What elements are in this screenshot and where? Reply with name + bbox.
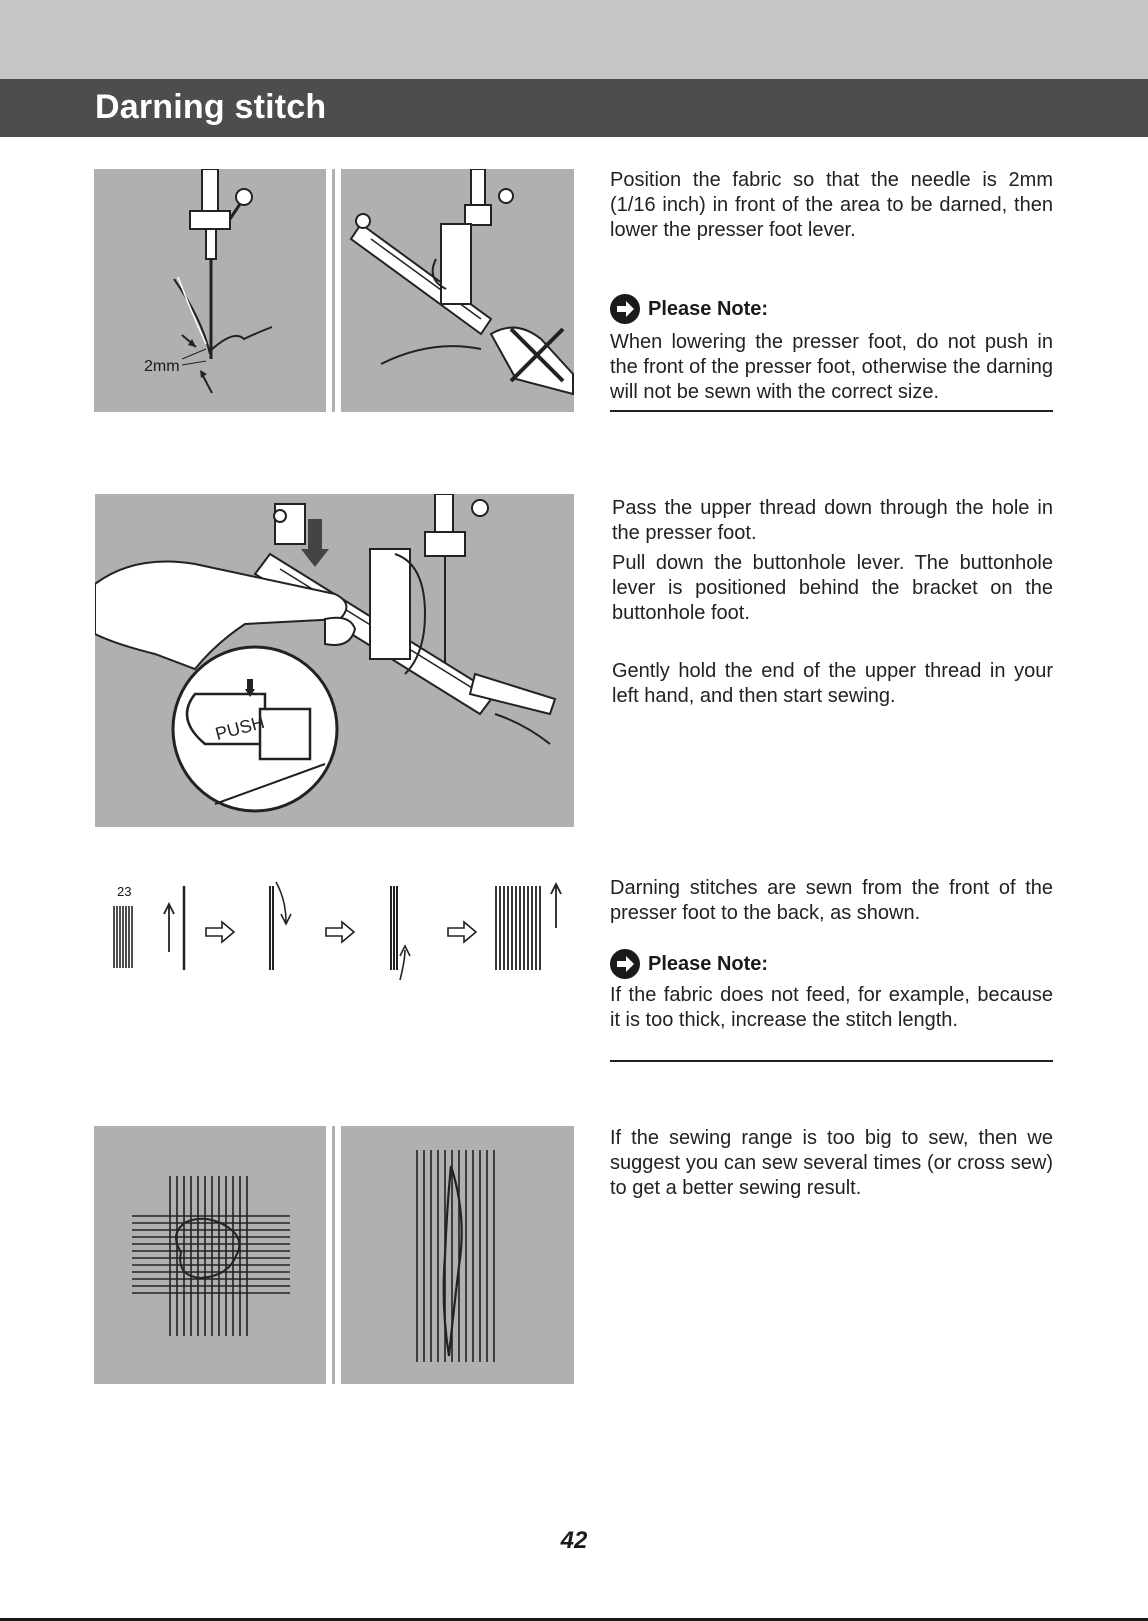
- panel-divider: [332, 1126, 335, 1384]
- section2-paragraph-2: Pull down the buttonhole lever. The buttonhole lever is positioned behind the bracket on the buttonhole foot.: [612, 552, 1053, 624]
- push-label: PUSH: [213, 711, 267, 745]
- multiple-pass-illustration: [341, 1126, 574, 1384]
- cross-sew-illustration: [94, 1126, 326, 1384]
- page-number: 42: [560, 1527, 588, 1554]
- panel-divider: [332, 169, 335, 412]
- section2-paragraph-1: Pass the upper thread down through the hole in the presser foot.: [612, 497, 1053, 544]
- stitch-number: 23: [117, 884, 132, 899]
- buttonhole-lever-illustration: [95, 494, 574, 827]
- presser-foot-lowering-illustration: [341, 169, 574, 412]
- title-bar: [0, 79, 1148, 137]
- section3-note-text: If the fabric does not feed, for example, because it is too thick, increase the stitch length.: [610, 984, 1053, 1031]
- darning-sequence-diagram: [100, 870, 580, 985]
- arrow-right-circle-icon: [610, 949, 640, 979]
- section2-paragraph-3: Gently hold the end of the upper thread in your left hand, and then start sewing.: [612, 660, 1053, 707]
- arrow-right-circle-icon: [610, 294, 640, 324]
- label-2mm: 2mm: [144, 358, 180, 375]
- section1-paragraph: Position the fabric so that the needle is 2mm (1/16 inch) in front of the area to be darned, then lower the presser foot lever.: [610, 169, 1053, 241]
- note-underline: [610, 410, 1053, 412]
- please-note-label: Please Note:: [648, 952, 769, 975]
- section3-paragraph: Darning stitches are sewn from the front of the presser foot to the back, as shown.: [610, 877, 1053, 924]
- note-underline: [610, 1060, 1053, 1062]
- top-band: [0, 0, 1148, 79]
- section1-note-text: When lowering the presser foot, do not push in the front of the presser foot, otherwise the darning will not be sewn with the correct size.: [610, 331, 1053, 403]
- section4-paragraph: If the sewing range is too big to sew, then we suggest you can sew several times (or cross sew) to get a better sewing result.: [610, 1127, 1053, 1199]
- page-title: Darning stitch: [95, 88, 327, 126]
- needle-position-illustration: [94, 169, 326, 412]
- please-note-heading-1: [610, 293, 768, 325]
- please-note-label: Please Note:: [648, 297, 769, 320]
- please-note-heading-2: [610, 948, 768, 980]
